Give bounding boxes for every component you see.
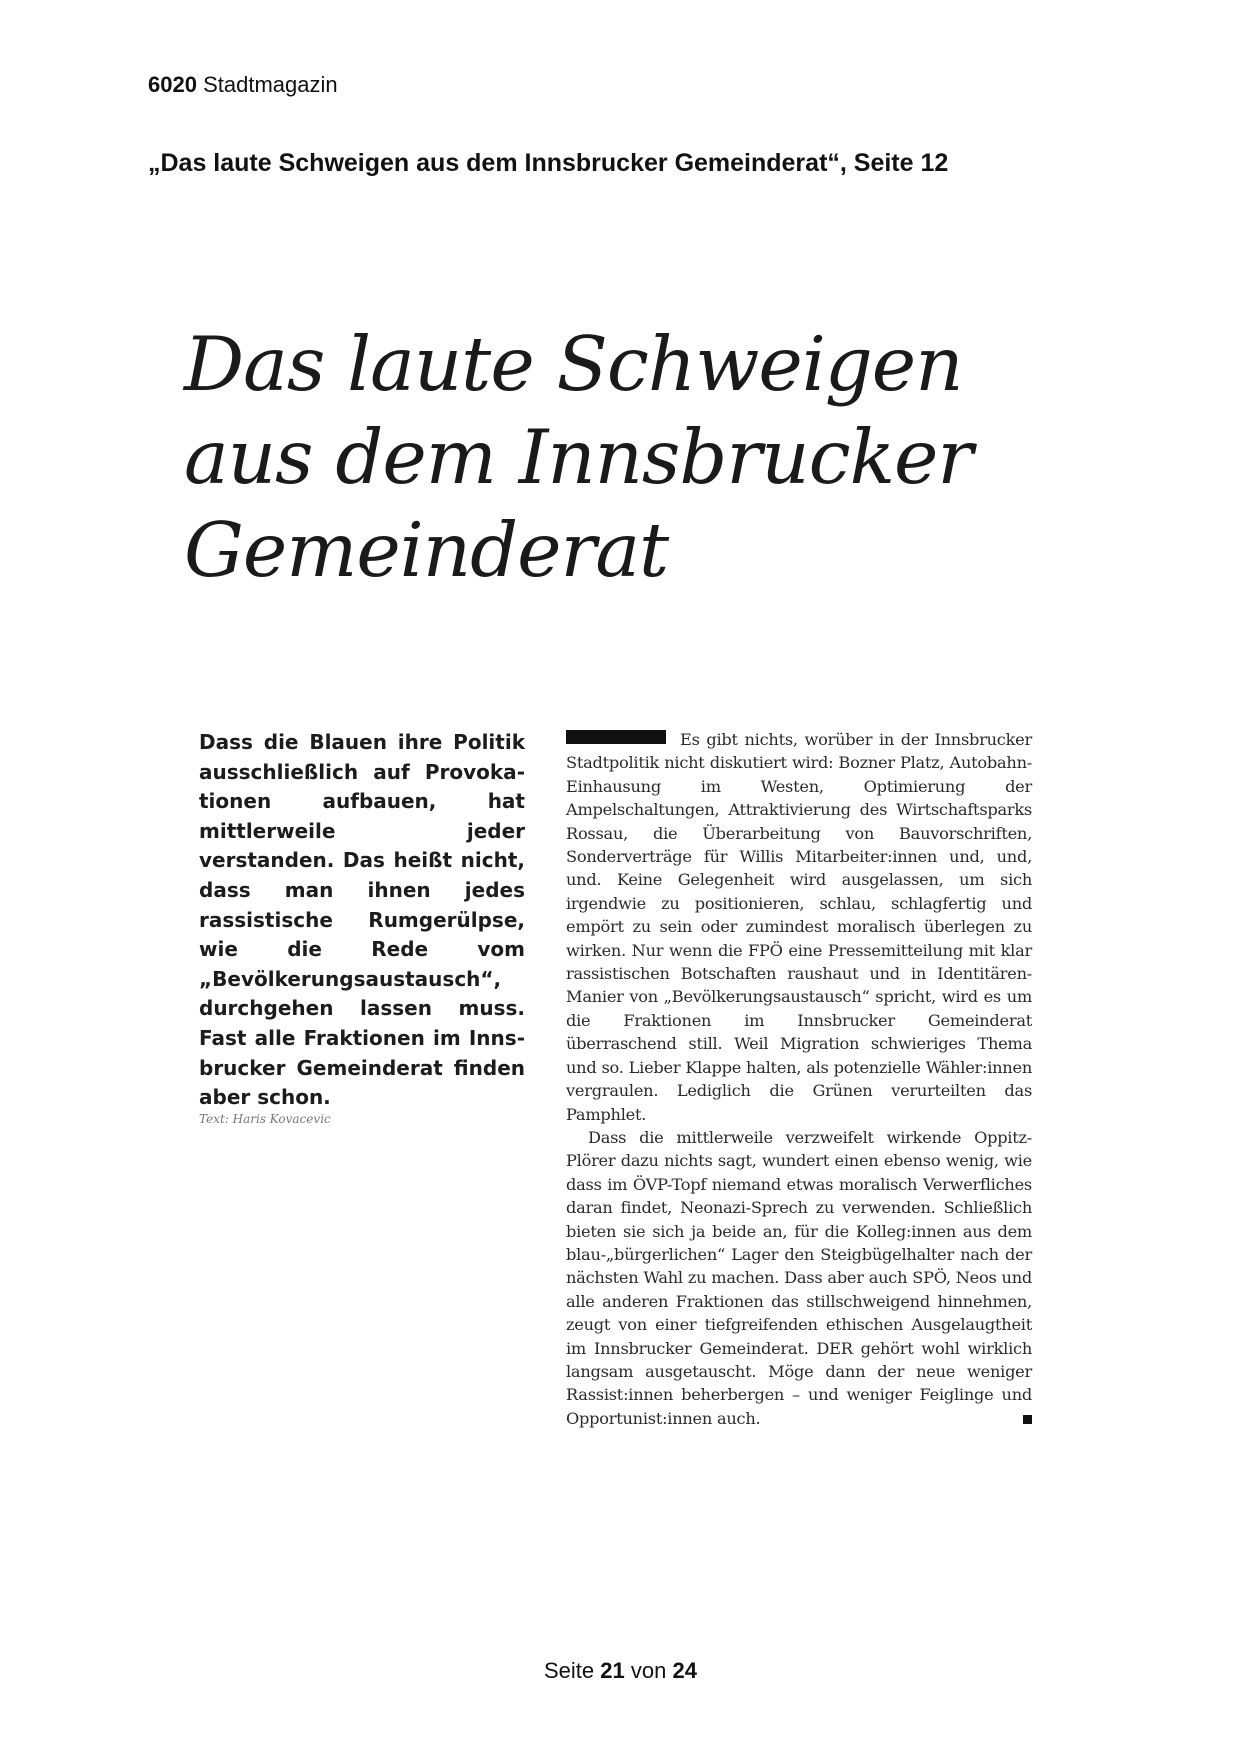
publication-header bbox=[148, 72, 338, 98]
end-of-article-icon bbox=[1023, 1415, 1032, 1424]
headline-line: aus dem Innsbrucker bbox=[184, 413, 973, 501]
article-headline bbox=[184, 318, 972, 597]
body-paragraph bbox=[566, 1126, 1032, 1430]
article-body bbox=[566, 728, 1032, 1430]
paragraph-text: Es gibt nichts, worüber in der Innsbrucker Stadtpolitik nicht diskutiert wird: Bozner Platz, Autobahn-Einhausung im Westen, Optimierung der Ampelschaltungen, Attraktivierung des Wirtschaftsparks Rossau, die Überarbeitung von Bauvorschriften, Sonderverträge für Willis Mitarbeiter:innen und, und, und. Keine Gelegenheit wird ausgelassen, um sich irgendwie zu positionieren, schlau, schlagfertig und empört zu sein oder zumindest moralisch überlegen zu wirken. Nur wenn die FPÖ eine Pressemitteilung mit klar rassistischen Botschaften raushaut und in Identitären-Manier von „Bevölkerungsaustausch“ spricht, wird es um die Fraktionen im Innsbrucker Gemeinderat überraschend still. Weil Migration schwieriges Thema und so. Lieber Klappe halten, als potenzielle Wähler:innen vergraulen. Lediglich die Grünen verurteilten das Pamphlet. bbox=[566, 730, 1032, 1124]
total-pages: 24 bbox=[672, 1658, 697, 1683]
headline-line: Das laute Schweigen bbox=[184, 320, 963, 408]
article-lede: Dass die Blauen ihre Politik ausschließlich auf Provokationen aufbauen, hat mittlerweile jeder verstanden. Das heißt nicht, dass man ihnen jedes rassistische Rumgerülpse, wie die Rede vom „Bevölkerungsaustausch“, durchgehen lassen muss. Fast alle Fraktionen im Innsbrucker Gemeinderat finden aber schon. bbox=[199, 730, 525, 1110]
publication-number: 6020 bbox=[148, 72, 197, 97]
publication-name: Stadtmagazin bbox=[203, 72, 338, 97]
footer-separator: von bbox=[630, 1658, 667, 1683]
page-footer bbox=[0, 1658, 1241, 1684]
body-paragraph bbox=[566, 728, 1032, 1126]
document-title: „Das laute Schweigen aus dem Innsbrucker Gemeinderat“, Seite 12 bbox=[148, 149, 949, 177]
current-page-number: 21 bbox=[600, 1658, 625, 1683]
lead-bar-decoration bbox=[566, 730, 666, 744]
paragraph-text: Dass die mittlerweile verzweifelt wirkende Oppitz-Plörer dazu nichts sagt, wundert einen ebenso wenig, wie dass im ÖVP-Topf niemand etwas moralisch Verwerfliches daran findet, Neonazi-Sprech zu verwenden. Schließlich bieten sie sich ja beide an, für die Kolleg:innen aus dem blau-„bürgerlichen“ Lager den Steigbügelhalter nach der nächsten Wahl zu machen. Dass aber auch SPÖ, Neos und alle anderen Fraktionen das stillschweigend hinnehmen, zeugt von einer tiefgreifenden ethischen Ausgelaugtheit im Innsbrucker Gemeinderat. DER gehört wohl wirklich langsam ausgetauscht. Möge dann der neue weniger Rassist:innen beherbergen – und weniger Feiglinge und Opportunist:innen auch. bbox=[566, 1127, 1032, 1428]
footer-prefix: Seite bbox=[544, 1658, 595, 1683]
article-byline: Text: Haris Kovacevic bbox=[199, 1112, 331, 1126]
headline-line: Gemeinderat bbox=[184, 506, 669, 594]
